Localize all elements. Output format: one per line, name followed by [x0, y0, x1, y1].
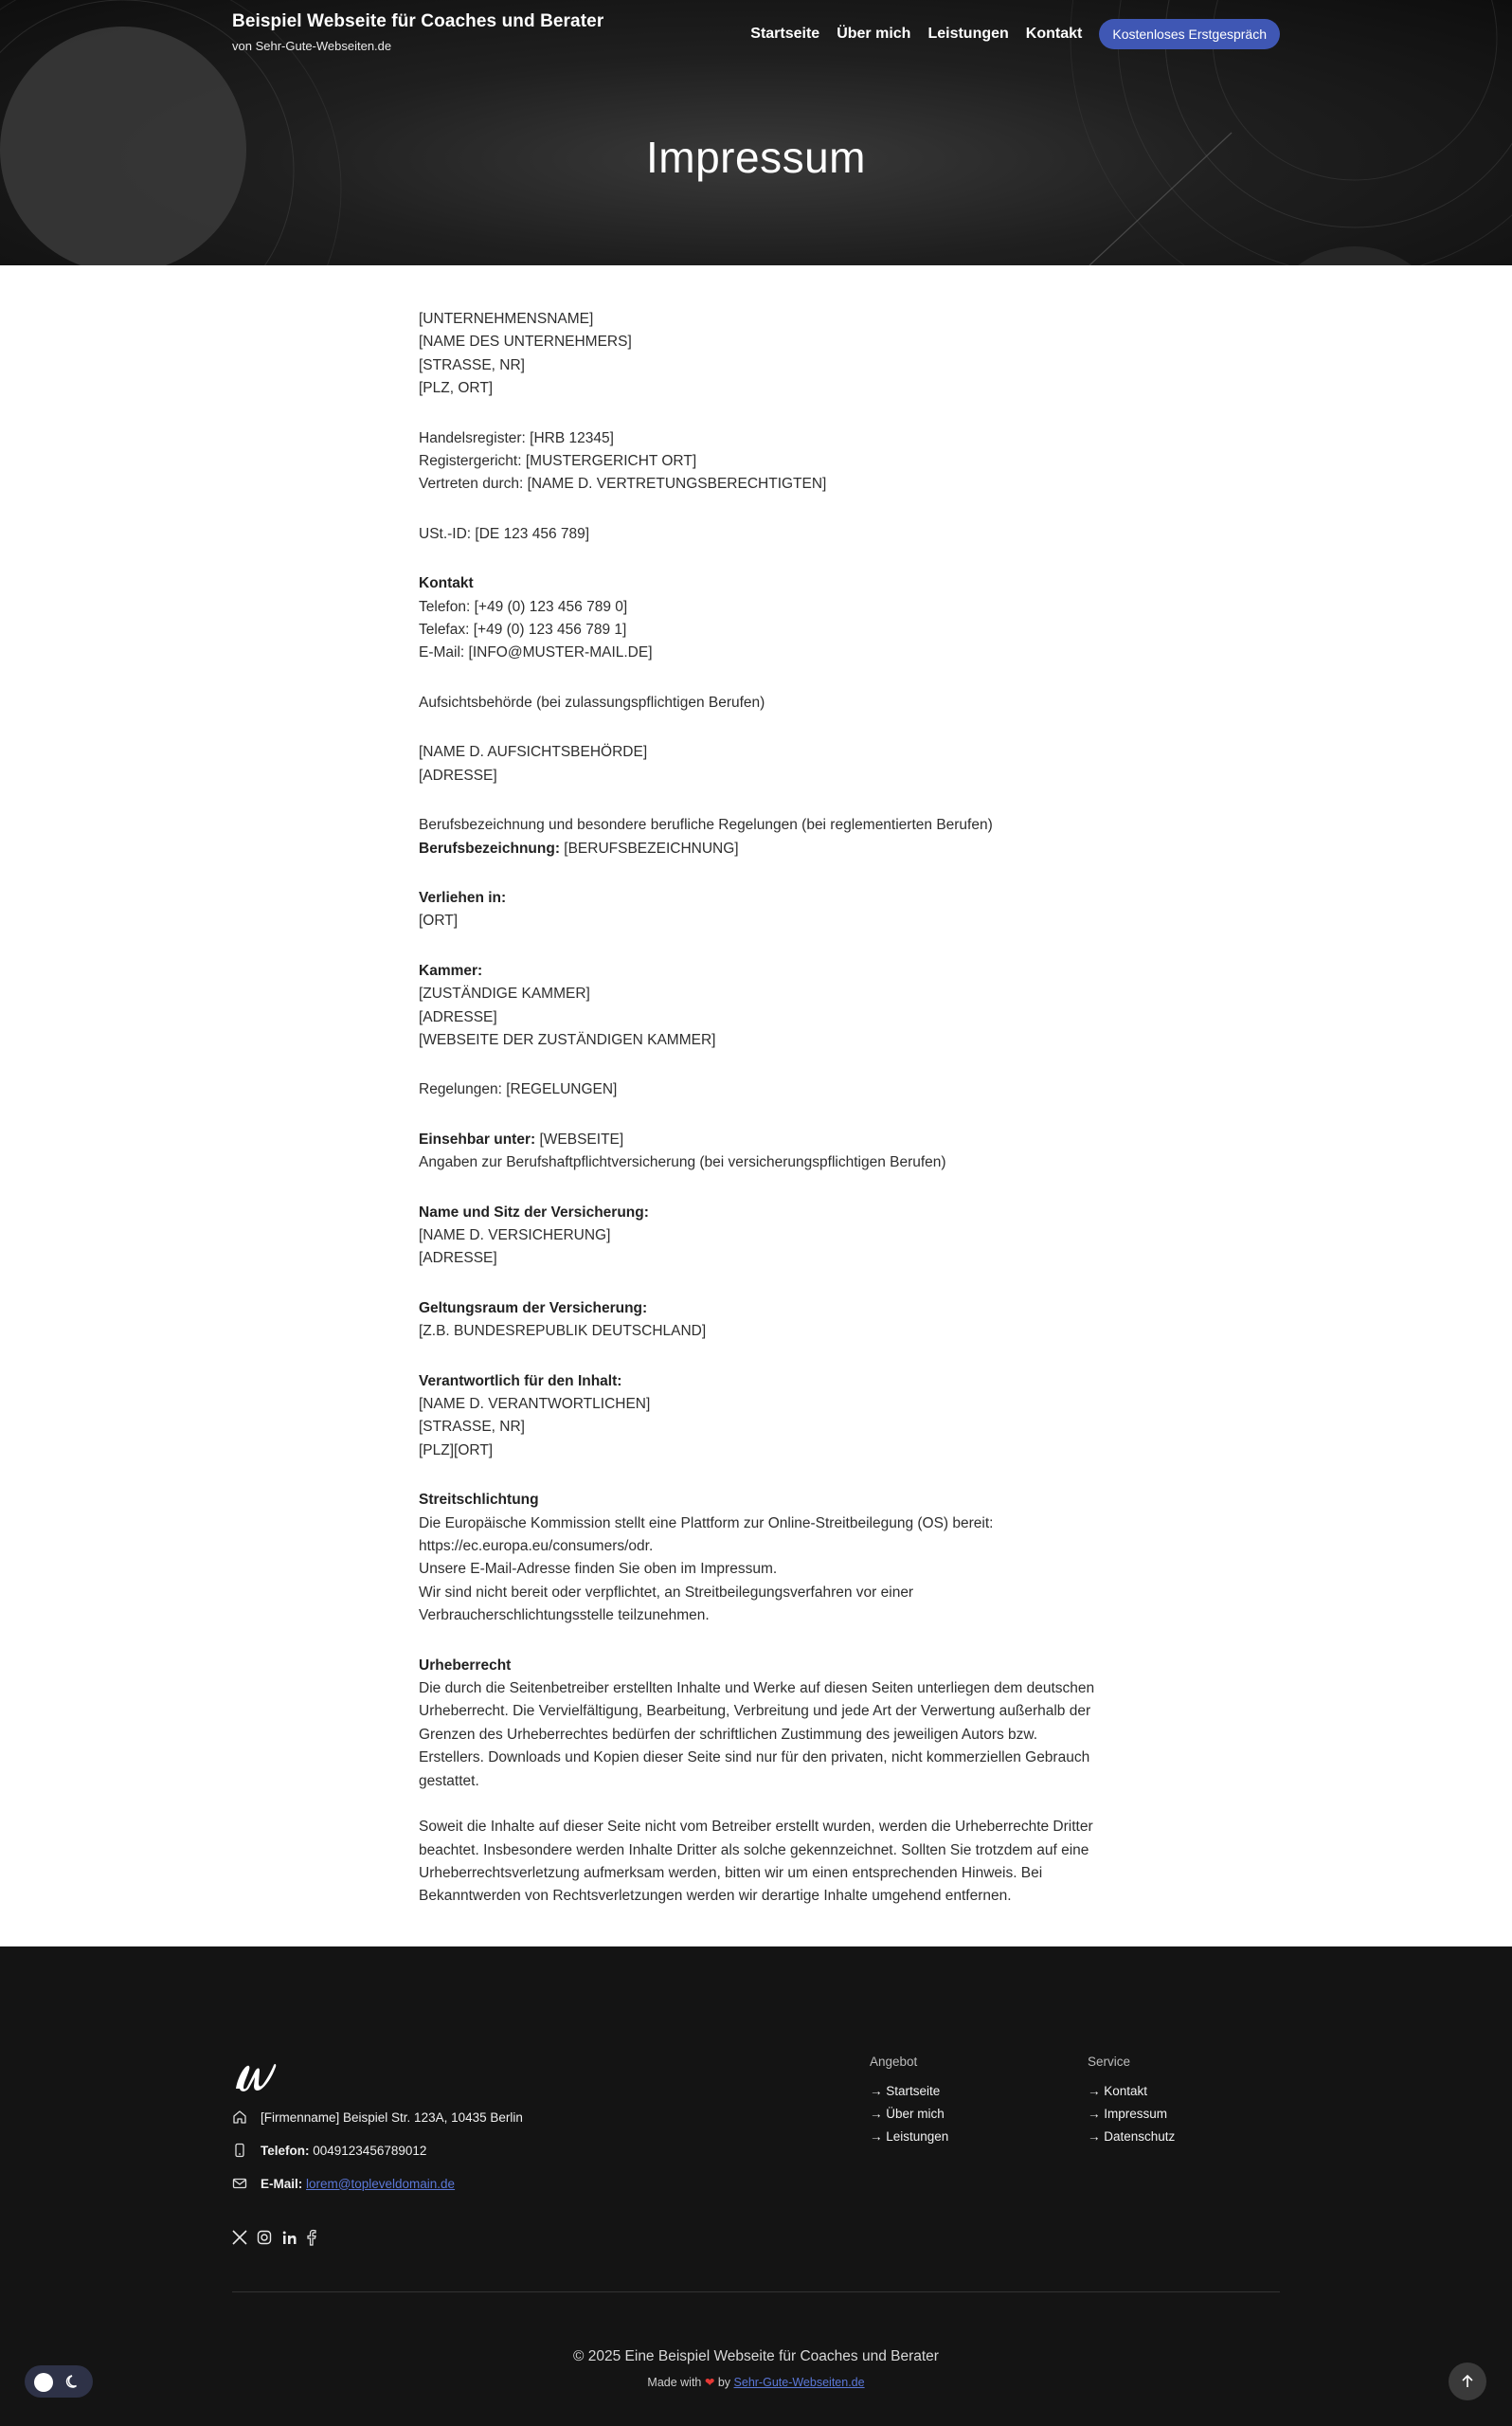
insurance-line: [ADRESSE] — [419, 1250, 497, 1267]
footer-logo[interactable] — [232, 2060, 278, 2097]
heart-icon: ❤ — [704, 2376, 715, 2389]
copyright-paragraph: Die durch die Seitenbetreiber erstellten Inhalte und Werke auf diesen Seiten unterliegen dem deutschen Urheberrecht. Die Vervielfältigung, Bearbeitung, Verbreitung und jede Art der Verwertung außerhalb der Grenzen des Urheberrechtes bedürfen der schriftlichen Zustimmung des jeweiligen Autors bzw. Erstellers. Downloads und Kopien dieser Seite sind nur für den privaten, nicht kommerziellen Gebrauch gestattet. — [419, 1680, 1095, 1789]
social-links — [232, 2229, 321, 2246]
viewable-value: [WEBSEITE] — [535, 1131, 624, 1148]
cta-button[interactable]: Kostenloses Erstgespräch — [1099, 19, 1280, 49]
chamber-line: [ADRESSE] — [419, 1008, 497, 1025]
responsible-line: [NAME D. VERANTWORTLICHEN] — [419, 1396, 651, 1412]
insurance-label: Name und Sitz der Versicherung: — [419, 1204, 649, 1221]
facebook-icon[interactable] — [306, 2229, 321, 2246]
responsible-line: [PLZ][ORT] — [419, 1441, 494, 1458]
col-heading: Service — [1088, 2055, 1131, 2069]
ust-id: USt.-ID: [DE 123 456 789] — [419, 525, 590, 542]
main-nav — [750, 19, 1280, 49]
copyright-section — [419, 1655, 1101, 1793]
contact-section — [419, 572, 1101, 665]
authority-info — [419, 741, 1101, 788]
footer-link-datenschutz[interactable]: → Datenschutz — [1088, 2129, 1176, 2144]
mail-icon — [232, 2176, 247, 2191]
nav-startseite[interactable]: Startseite — [750, 26, 820, 42]
profession-section — [419, 814, 1101, 860]
viewable-label: Einsehbar unter: — [419, 1131, 536, 1148]
dispute-line: Die Europäische Kommission stellt eine Plattform zur Online-Streitbeilegung (OS) bereit: — [419, 1514, 994, 1531]
instagram-icon[interactable] — [257, 2229, 272, 2246]
responsible-label: Verantwortlich für den Inhalt: — [419, 1372, 622, 1389]
address-line: [PLZ, ORT] — [419, 380, 494, 397]
moon-icon — [63, 2372, 82, 2391]
chamber-line: [WEBSEITE DER ZUSTÄNDIGEN KAMMER] — [419, 1031, 716, 1048]
made-prefix: Made with — [647, 2376, 702, 2389]
email-link[interactable]: lorem@topleveldomain.de — [306, 2176, 456, 2191]
toggle-knob — [34, 2373, 53, 2392]
register-info — [419, 427, 1101, 497]
hero-header — [0, 0, 1512, 265]
authority-line: [NAME D. AUFSICHTSBEHÖRDE] — [419, 744, 648, 761]
copyright-heading: Urheberrecht — [419, 1657, 512, 1674]
address-line: [UNTERNEHMENSNAME] — [419, 311, 594, 327]
phone-label: Telefon: — [261, 2143, 310, 2158]
footer-address — [232, 2109, 523, 2125]
footer-link-startseite[interactable]: → Startseite — [870, 2084, 941, 2098]
contact-line: Telefon: [+49 (0) 123 456 789 0] — [419, 598, 628, 615]
authority-line: [ADRESSE] — [419, 767, 497, 784]
register-line: Handelsregister: [HRB 12345] — [419, 429, 614, 446]
chamber-section — [419, 960, 1101, 1053]
footer-divider — [232, 2291, 1280, 2292]
dispute-section — [419, 1489, 1101, 1627]
scroll-to-top-button[interactable] — [1449, 2363, 1486, 2400]
logo-icon — [232, 2060, 278, 2092]
email-label: E-Mail: — [261, 2176, 303, 2191]
nav-leistungen[interactable]: Leistungen — [927, 26, 1009, 42]
dispute-line: Verbraucherschlichtungsstelle teilzunehmen. — [419, 1607, 710, 1624]
contact-line: E-Mail: [INFO@MUSTER-MAIL.DE] — [419, 644, 653, 661]
nav-ueber-mich[interactable]: Über mich — [837, 26, 911, 42]
footer-link-ueber-mich[interactable]: → Über mich — [870, 2107, 945, 2121]
footer-link-impressum[interactable]: → Impressum — [1088, 2107, 1168, 2121]
footer-link-leistungen[interactable]: → Leistungen — [870, 2129, 949, 2144]
impressum-content — [419, 308, 1101, 1935]
arrow-up-icon — [1460, 2374, 1475, 2389]
authority-heading: Aufsichtsbehörde (bei zulassungspflichtigen Berufen) — [419, 694, 765, 711]
dark-mode-toggle[interactable] — [25, 2365, 93, 2398]
address-text: [Firmenname] Beispiel Str. 123A, 10435 Berlin — [261, 2109, 523, 2125]
footer-col-service — [1088, 2055, 1175, 2152]
awarded-label: Verliehen in: — [419, 889, 507, 906]
brand-subtitle: von Sehr-Gute-Webseiten.de — [232, 39, 392, 53]
awarded-in — [419, 887, 1101, 933]
brand[interactable] — [232, 11, 603, 53]
page-title: Impressum — [646, 132, 866, 182]
contact-line: Telefax: [+49 (0) 123 456 789 1] — [419, 622, 627, 639]
copyright-paragraph-2: Soweit die Inhalte auf dieser Seite nicht vom Betreiber erstellt wurden, werden die Urheberrechte Dritter beachtet. Insbesondere werden Inhalte Dritter als solche gekennzeichnet. Sollten Sie trotzdem auf eine Urheberrechtsverletzung aufmerksam werden, bitten wir um einen entsprechenden Hinweis. Bei Bekanntwerden von Rechtsverletzungen werden wir derartige Inhalte umgehend entfernen. — [419, 1819, 1093, 1905]
insurance-scope — [419, 1297, 1101, 1344]
scope-label: Geltungsraum der Versicherung: — [419, 1299, 648, 1316]
footer-phone — [232, 2143, 426, 2158]
col-heading: Angebot — [870, 2055, 918, 2069]
footer-col-angebot — [870, 2055, 948, 2152]
nav-kontakt[interactable]: Kontakt — [1025, 26, 1083, 42]
made-by-link[interactable]: Sehr-Gute-Webseiten.de — [733, 2376, 865, 2389]
copyright-text: © 2025 Eine Beispiel Webseite für Coaches und Berater — [573, 2348, 939, 2364]
dispute-line: Wir sind nicht bereit oder verpflichtet, an Streitbeilegungsverfahren vor einer — [419, 1584, 914, 1601]
profession-value: [BERUFSBEZEICHNUNG] — [559, 840, 739, 857]
x-icon[interactable] — [232, 2229, 247, 2246]
responsible-section — [419, 1370, 1101, 1463]
brand-title[interactable]: Beispiel Webseite für Coaches und Berater — [232, 11, 604, 31]
responsible-line: [STRASSE, NR] — [419, 1419, 525, 1436]
site-footer — [0, 1946, 1512, 2426]
profession-label: Berufsbezeichnung: — [419, 840, 560, 857]
liability-heading: Angaben zur Berufshaftpflichtversicherung (bei versicherungspflichtigen Berufen) — [419, 1154, 946, 1171]
regulations: Regelungen: [REGELUNGEN] — [419, 1081, 618, 1098]
address-line: [NAME DES UNTERNEHMERS] — [419, 334, 632, 351]
dispute-line: https://ec.europa.eu/consumers/odr. — [419, 1538, 654, 1555]
made-with — [0, 2375, 1512, 2389]
phone-icon — [232, 2143, 247, 2158]
dispute-heading: Streitschlichtung — [419, 1492, 539, 1509]
dispute-line: Unsere E-Mail-Adresse finden Sie oben im Impressum. — [419, 1561, 778, 1578]
register-line: Vertreten durch: [NAME D. VERTRETUNGSBERECHTIGTEN] — [419, 476, 827, 493]
company-address — [419, 308, 1101, 401]
insurance-line: [NAME D. VERSICHERUNG] — [419, 1226, 611, 1243]
made-by: by — [717, 2376, 731, 2389]
insurance-section — [419, 1202, 1101, 1271]
chamber-label: Kammer: — [419, 962, 483, 979]
linkedin-icon[interactable] — [281, 2229, 297, 2246]
footer-email — [232, 2176, 455, 2191]
register-line: Registergericht: [MUSTERGERICHT ORT] — [419, 453, 697, 470]
profession-intro: Berufsbezeichnung und besondere berufliche Regelungen (bei reglementierten Berufen) — [419, 817, 993, 834]
home-icon — [232, 2109, 247, 2125]
scope-value: [Z.B. BUNDESREPUBLIK DEUTSCHLAND] — [419, 1323, 707, 1340]
viewable-at — [419, 1129, 1101, 1175]
address-line: [STRASSE, NR] — [419, 356, 525, 373]
footer-link-kontakt[interactable]: → Kontakt — [1088, 2084, 1148, 2098]
phone-value[interactable]: 0049123456789012 — [309, 2143, 427, 2158]
contact-heading: Kontakt — [419, 575, 474, 592]
awarded-value: [ORT] — [419, 913, 459, 930]
chamber-line: [ZUSTÄNDIGE KAMMER] — [419, 986, 590, 1003]
